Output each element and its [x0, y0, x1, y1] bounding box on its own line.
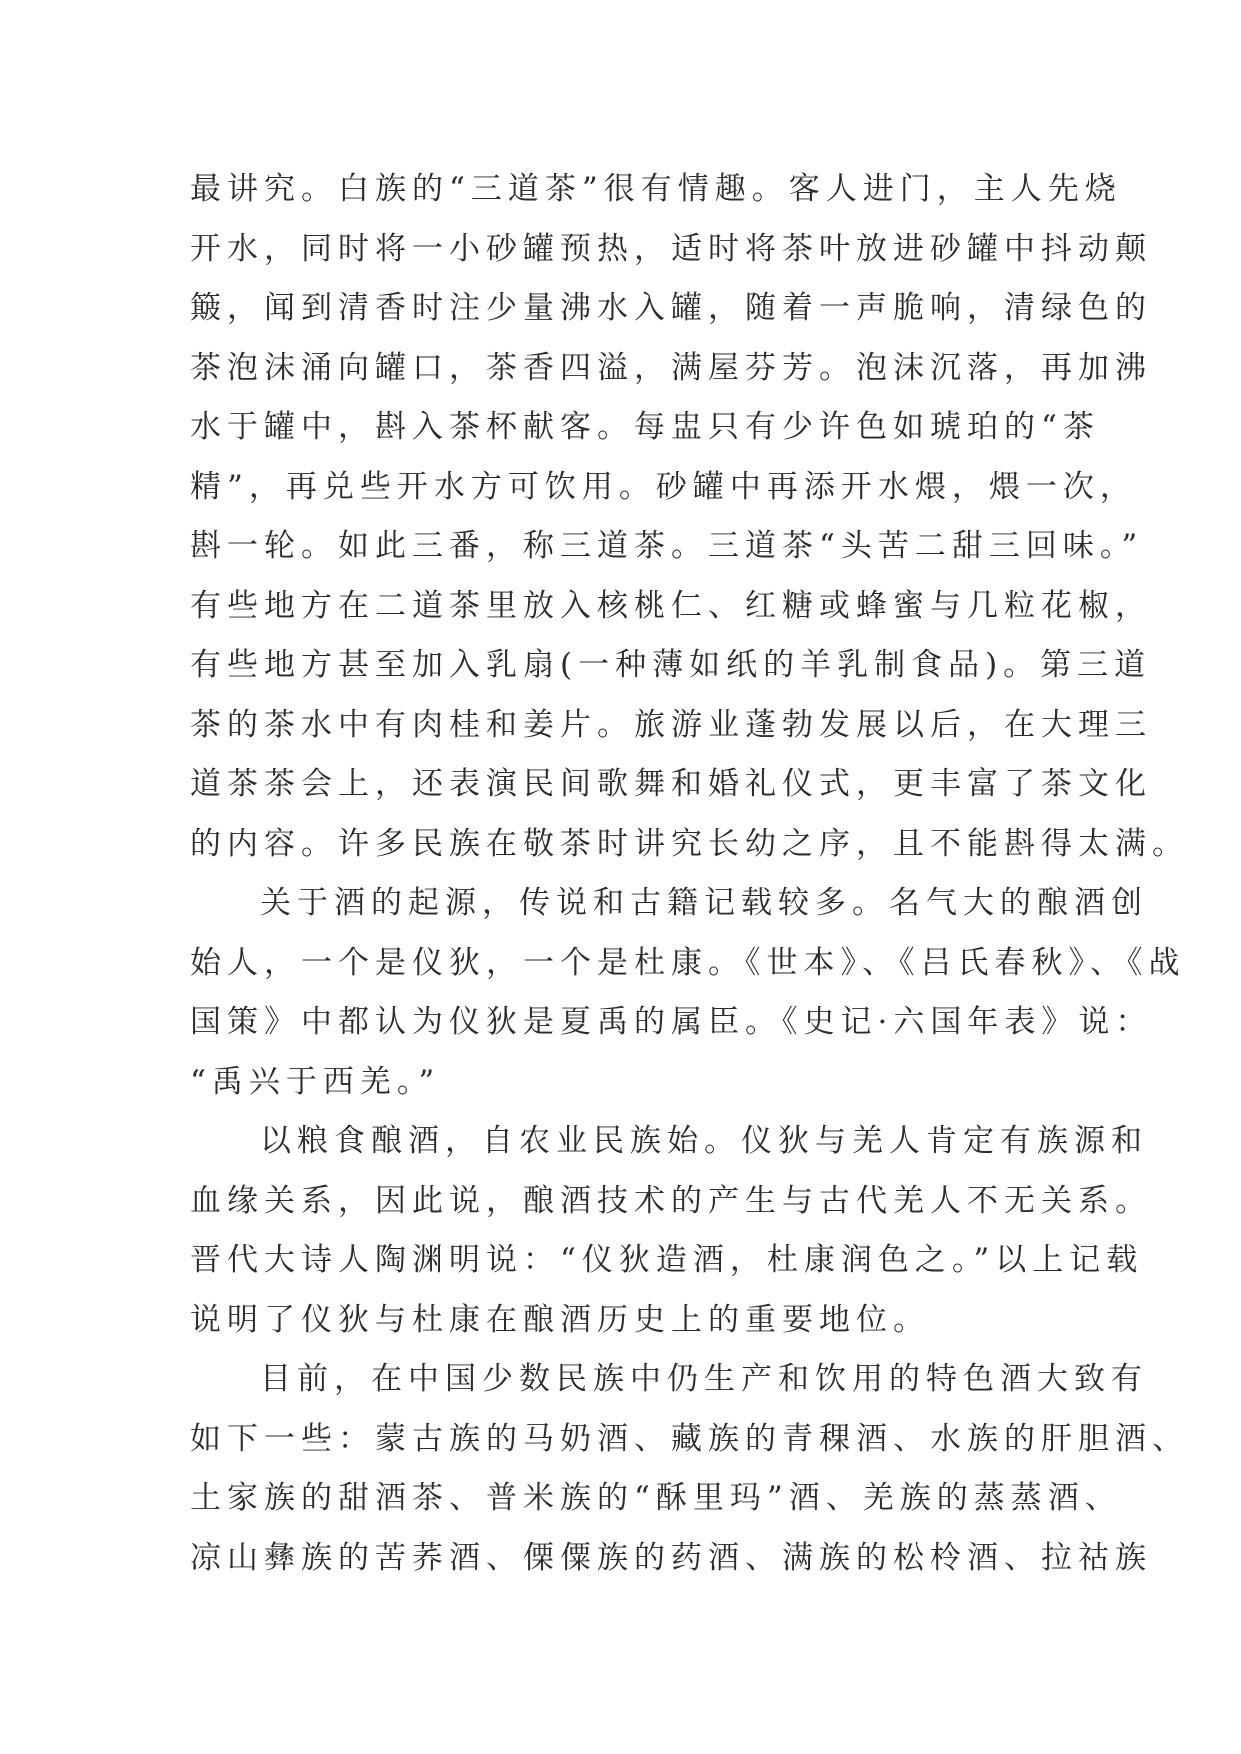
text-line: 凉山彝族的苦荞酒、傈僳族的药酒、满族的松柃酒、拉祜族 — [190, 1539, 1152, 1576]
text-line: 簸，闻到清香时注少量沸水入罐，随着一声脆响，清绿色的 — [190, 290, 1152, 326]
text-line: 有些地方甚至加入乳扇(一种薄如纸的羊乳制食品)。第三道 — [190, 647, 1152, 683]
text-line: 开水，同时将一小砂罐预热，适时将茶叶放进砂罐中抖动颠 — [190, 230, 1152, 267]
text-line: 茶的茶水中有肉桂和姜片。旅游业蓬勃发展以后，在大理三 — [190, 706, 1152, 743]
text-line: 茶泡沫涌向罐口，茶香四溢，满屋芬芳。泡沫沉落，再加沸 — [190, 349, 1152, 386]
paragraph-first-line: 以粮食酿酒，自农业民族始。仪狄与羌人肯定有族源和 — [260, 1123, 1148, 1159]
text-line: “禹兴于西羌。” — [190, 1063, 441, 1100]
text-line: 最讲究。白族的“三道茶”很有情趣。客人进门，主人先烧 — [190, 171, 1122, 207]
text-line: 始人，一个是仪狄，一个是杜康。《世本》、《吕氏春秋》、《战 — [190, 944, 1186, 981]
text-line: 的内容。许多民族在敬茶时讲究长幼之序，且不能斟得太满。 — [190, 825, 1189, 862]
text-line: 国策》中都认为仪狄是夏禹的属臣。《史记·六国年表》说： — [190, 1004, 1153, 1040]
text-line: 斟一轮。如此三番，称三道茶。三道茶“头苦二甜三回味。” — [190, 528, 1144, 564]
text-line: 如下一些：蒙古族的马奶酒、藏族的青稞酒、水族的肝胆酒、 — [190, 1420, 1189, 1457]
text-line: 水于罐中，斟入茶杯献客。每盅只有少许色如琥珀的“茶 — [190, 409, 1100, 445]
paragraph-first-line: 目前，在中国少数民族中仍生产和饮用的特色酒大致有 — [260, 1361, 1148, 1397]
text-line: 说明了仪狄与杜康在酿酒历史上的重要地位。 — [190, 1301, 930, 1338]
text-line: 精”，再兑些开水方可饮用。砂罐中再添开水煨，煨一次， — [190, 468, 1137, 505]
text-line: 有些地方在二道茶里放入核桃仁、红糖或蜂蜜与几粒花椒， — [190, 587, 1152, 624]
body-text — [190, 160, 1189, 1588]
text-line: 晋代大诗人陶渊明说：“仪狄造酒，杜康润色之。”以上记载 — [190, 1242, 1144, 1278]
text-line: 土家族的甜酒茶、普米族的“酥里玛”酒、羌族的蒸蒸酒、 — [190, 1480, 1122, 1516]
text-line: 道茶茶会上，还表演民间歌舞和婚礼仪式，更丰富了茶文化 — [190, 766, 1152, 802]
text-line: 血缘关系，因此说，酿酒技术的产生与古代羌人不无关系。 — [190, 1182, 1152, 1219]
paragraph-first-line: 关于酒的起源，传说和古籍记载较多。名气大的酿酒创 — [260, 885, 1148, 921]
